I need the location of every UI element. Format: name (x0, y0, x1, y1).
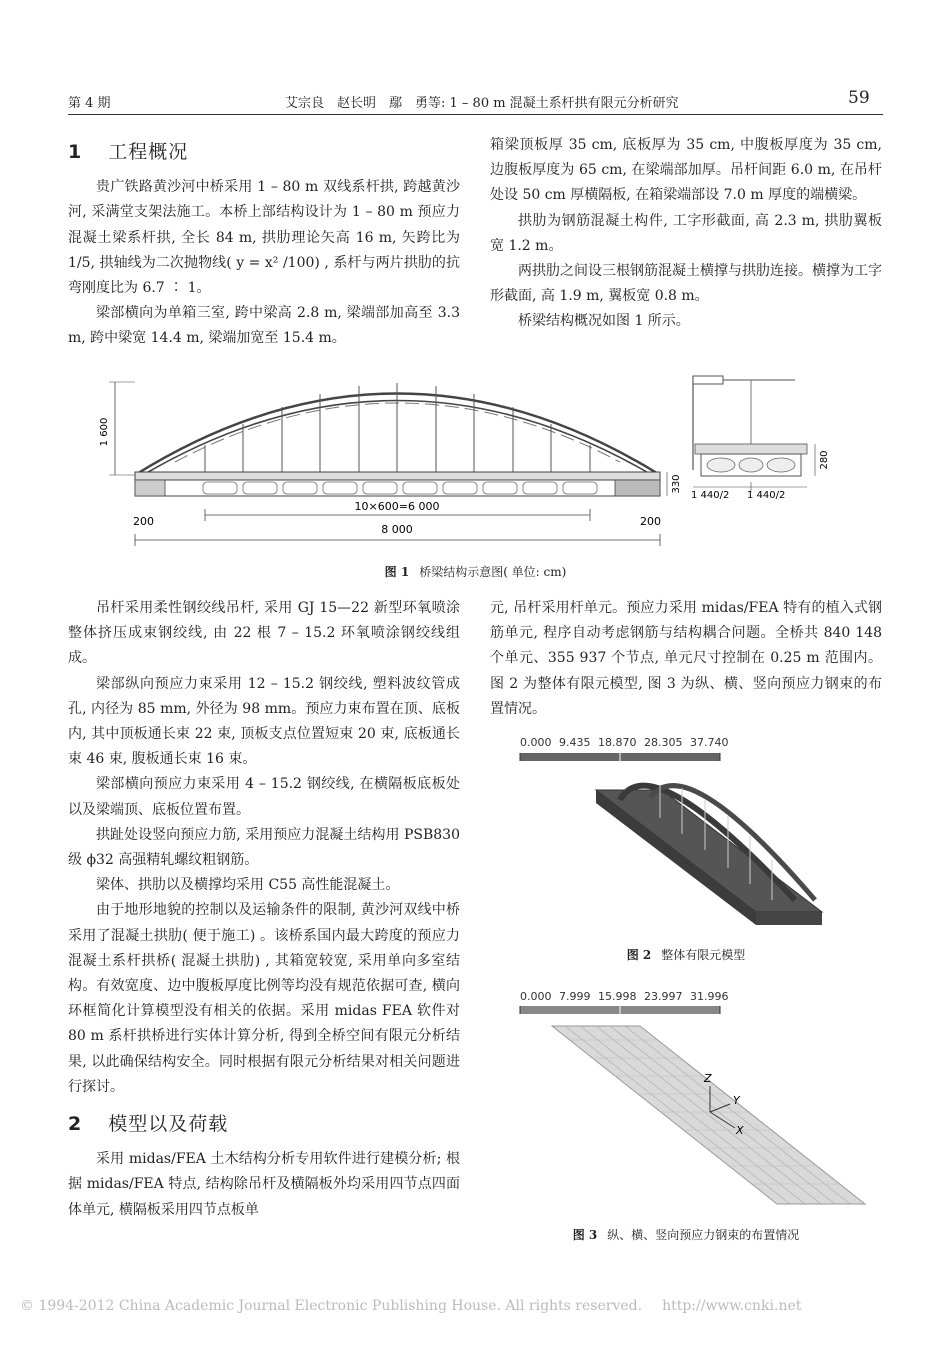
dim-spacing: 10×600=6 000 (354, 500, 440, 513)
figure-2-caption-text: 整体有限元模型 (661, 948, 746, 962)
scale-label: 31.996 (690, 990, 729, 1003)
dim-left: 200 (133, 515, 154, 528)
scale-label: 7.999 (559, 990, 591, 1003)
running-title: 艾宗良 赵长明 鄢 勇等: 1 – 80 m 混凝土系杆拱有限元分析研究 (285, 96, 679, 111)
footer (20, 1298, 821, 1314)
scale-label: 15.998 (598, 990, 637, 1003)
section-1-title: 工程概况 (108, 141, 189, 163)
dim-half-width-left: 1 440/2 (691, 490, 730, 501)
cross-section (691, 376, 830, 501)
dim-right: 200 (640, 515, 661, 528)
dim-span: 8 000 (381, 523, 413, 536)
figure-1-bridge-diagram (95, 362, 855, 552)
axis-y-label: Y (733, 1094, 740, 1107)
paragraph: 贵广铁路黄沙河中桥采用 1 – 80 m 双线系杆拱, 跨越黄沙河, 采满堂支架法施工。本桥上部结构设计为 1 – 80 m 预应力混凝土梁系杆拱, 全长 84 m, 拱肋理论矢高 16 m, 矢跨比为 1/5, 拱轴线为二次抛物线( y = x² /100) , 系杆与两片拱肋的抗弯刚度比为 6.7 ∶ 1。 (68, 179, 460, 297)
scale-label: 28.305 (644, 736, 683, 749)
scale-label: 18.870 (598, 736, 637, 749)
paragraph: 梁部横向为单箱三室, 跨中梁高 2.8 m, 梁端部加高至 3.3 m, 跨中梁宽 14.4 m, 梁端加宽至 15.4 m。 (68, 305, 460, 347)
dim-beam-end: 330 (671, 474, 682, 494)
figure-1-caption-text: 桥梁结构示意图( 单位: cm) (419, 565, 567, 579)
scale-label: 23.997 (644, 990, 683, 1003)
axis-z-label: Z (704, 1072, 712, 1085)
paragraph: 拱肋为钢筋混凝土构件, 工字形截面, 高 2.3 m, 拱肋翼板宽 1.2 m。 (490, 212, 882, 254)
paragraph: 桥梁结构概况如图 1 所示。 (518, 313, 690, 330)
section-2-title: 模型以及荷载 (108, 1113, 229, 1136)
figure-2-label: 图 2 (626, 948, 652, 962)
figure-2-scale (520, 736, 729, 749)
figure-3-caption-text: 纵、横、竖向预应力钢束的布置情况 (607, 1228, 800, 1242)
section-2-heading (68, 1112, 460, 1137)
dim-section-height: 280 (819, 450, 830, 470)
header-rule (68, 114, 883, 115)
scale-label: 0.000 (520, 736, 552, 749)
scale-label: 37.740 (690, 736, 729, 749)
paragraph: 梁部纵向预应力束采用 12 – 15.2 钢绞线, 塑料波纹管成孔, 内径为 85 mm, 外径为 98 mm。预应力束布置在顶、底板内, 其中顶板通长束 22 束, 顶板支点位置短束 20 束, 底板通长束 46 束, 腹板通长束 16 束。 (68, 675, 460, 768)
dim-half-width-right: 1 440/2 (747, 490, 786, 501)
figure-3-label: 图 3 (572, 1228, 598, 1242)
right-column-bottom (490, 596, 882, 722)
figure-3-tendon-layout (510, 1004, 880, 1214)
paragraph: 梁部横向预应力束采用 4 – 15.2 钢绞线, 在横隔板底板处以及梁端顶、底板位置布置。 (68, 776, 460, 818)
left-column-bottom (68, 596, 460, 1223)
figure-1-label: 图 1 (384, 565, 410, 579)
paragraph: 元, 吊杆采用杆单元。预应力采用 midas/FEA 特有的植入式钢筋单元, 程序自动考虑钢筋与结构耦合问题。全桥共 840 148 个单元、355 937 个节点, 单元尺寸控制在 0.25 m 范围内。图 2 为整体有限元模型, 图 3 为纵、横、竖向预应力钢束的布置情况。 (490, 600, 882, 717)
scale-label: 0.000 (520, 990, 552, 1003)
figure-1-caption (68, 563, 883, 580)
figure-3-scale (520, 990, 729, 1003)
paragraph: 吊杆采用柔性钢绞线吊杆, 采用 GJ 15—22 新型环氧喷涂整体挤压成束钢绞线, 由 22 根 7 – 15.2 环氧喷涂钢绞线组成。 (68, 600, 460, 667)
paragraph: 梁体、拱肋以及横撑均采用 C55 高性能混凝土。 (96, 877, 400, 894)
paragraph: 由于地形地貌的控制以及运输条件的限制, 黄沙河双线中桥采用了混凝土拱肋( 便于施工) 。该桥系国内最大跨度的预应力混凝土系杆拱桥( 混凝土拱肋) , 其箱宽较宽, 采用单向多室结构。有效宽度、边中腹板厚度比例等均没有规范依据可查, 横向环框简化计算模型没有相关的依据。采用 midas FEA 软件对 80 m 系杆拱桥进行实体计算分析, 得到全桥空间有限元分析结果, 以此确保结构安全。同时根据有限元分析结果对相关问题进行探讨。 (68, 902, 460, 1095)
axis-x-label: X (736, 1124, 744, 1137)
footer-url[interactable]: http://www.cnki.net (662, 1298, 802, 1314)
paragraph: 两拱肋之间设三根钢筋混凝土横撑与拱肋连接。横撑为工字形截面, 高 1.9 m, 翼板宽 0.8 m。 (490, 263, 882, 305)
paragraph: 箱梁顶板厚 35 cm, 底板厚为 35 cm, 中腹板厚度为 35 cm, 边腹板厚度为 65 cm, 在梁端部加厚。吊杆间距 6.0 m, 在吊杆处设 50 cm 厚横隔板, 在箱梁端部设 7.0 m 厚度的端横梁。 (490, 137, 882, 204)
paragraph: 采用 midas/FEA 土木结构分析专用软件进行建模分析; 根据 midas/FEA 特点, 结构除吊杆及横隔板外均采用四节点四面体单元, 横隔板采用四节点板单 (68, 1151, 460, 1218)
scale-label: 9.435 (559, 736, 591, 749)
figure-3-caption (490, 1226, 882, 1243)
section-2-number: 2 (68, 1113, 83, 1136)
page-number: 59 (848, 88, 870, 108)
section-1-heading (68, 140, 460, 165)
dim-height: 1 600 (99, 417, 110, 447)
issue-number: 第 4 期 (68, 96, 111, 111)
left-column-top (68, 128, 460, 352)
figure-2-caption (490, 946, 882, 963)
paragraph: 拱趾处设竖向预应力筋, 采用预应力混凝土结构用 PSB830 级 ϕ32 高强精轧螺纹粗钢筋。 (68, 826, 460, 869)
figure-2-fea-model (510, 750, 840, 930)
right-column-top (490, 133, 882, 335)
copyright-text: © 1994-2012 China Academic Journal Electronic Publishing House. All rights reserved. (20, 1298, 643, 1314)
section-1-number: 1 (68, 141, 83, 163)
